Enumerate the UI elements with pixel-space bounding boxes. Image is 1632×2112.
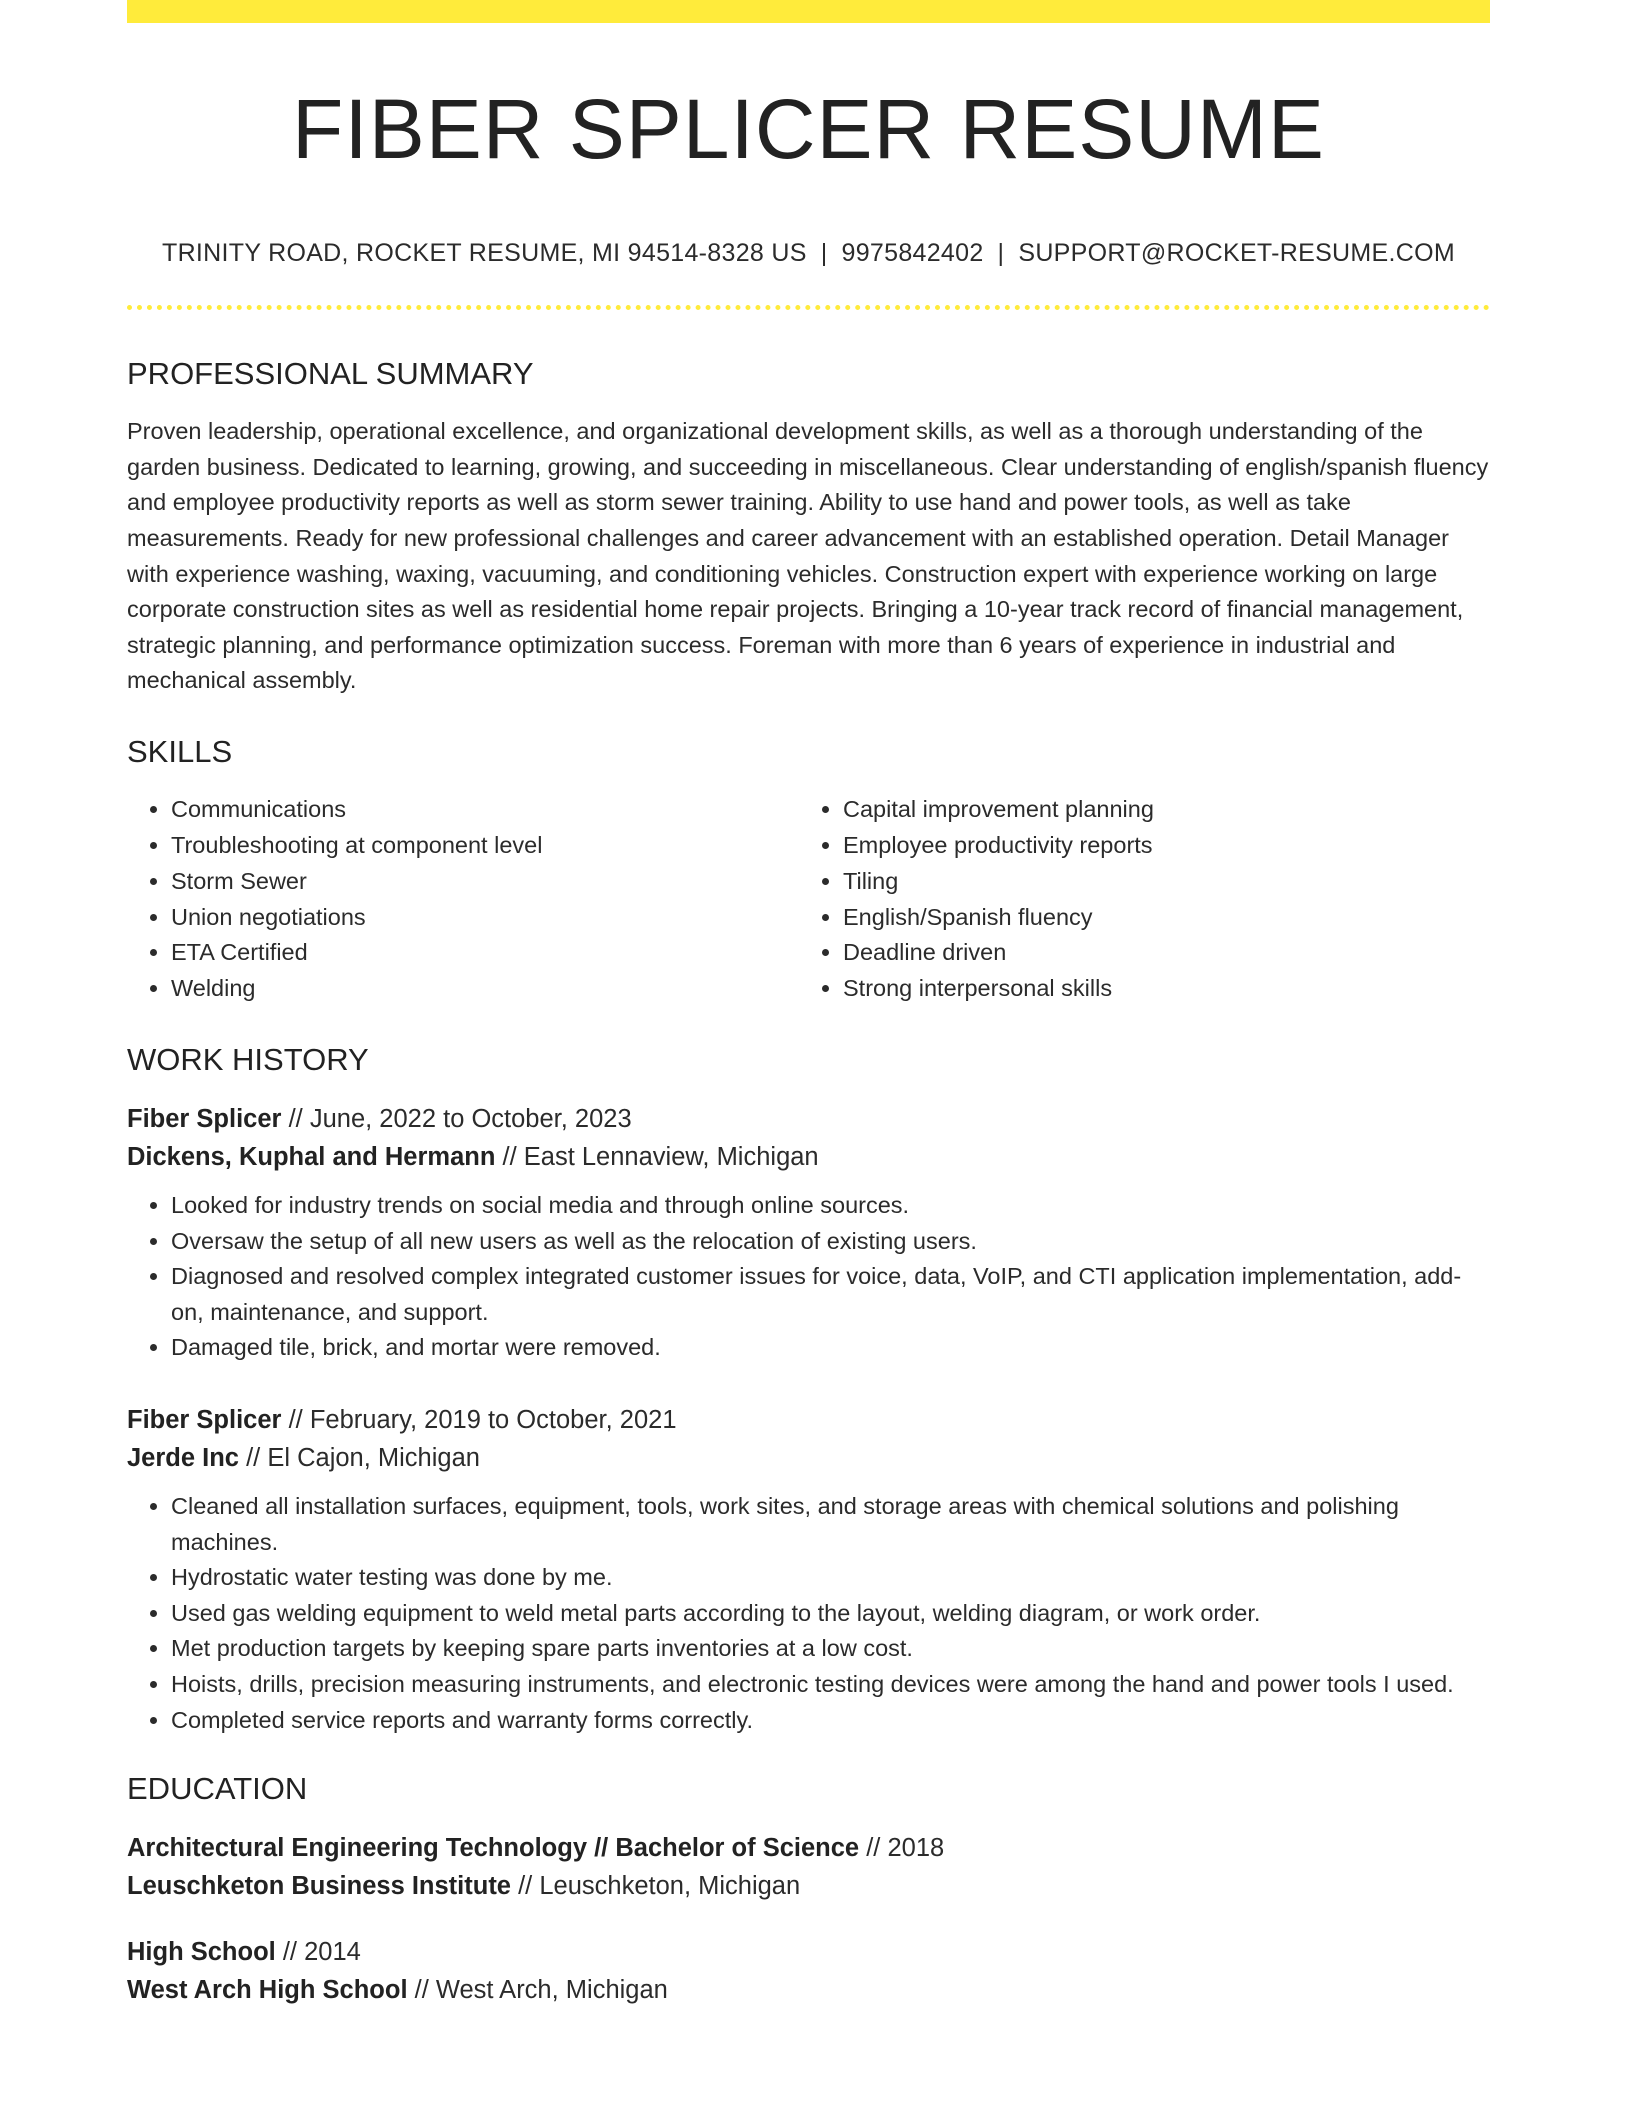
education-location: // Leuschketon, Michigan [518,1872,801,1901]
education-year: // 2018 [866,1834,945,1863]
job-company: Dickens, Kuphal and Hermann [127,1143,496,1172]
skills-column-left [127,792,799,1007]
job-bullet: • Hydrostatic water testing was done by me. [171,1560,1490,1596]
job-company: Jerde Inc [127,1444,239,1473]
job-bullet: • Diagnosed and resolved complex integrated customer issues for voice, data, VoIP, and CTI application implementation, add-on, maintenance, and support. [171,1259,1490,1330]
header-divider [127,305,1490,310]
skill-item: • Deadline driven [843,935,1471,971]
job-bullet: • Hoists, drills, precision measuring instruments, and electronic testing devices were among the hand and power tools I used. [171,1667,1490,1703]
job-entry [127,1100,1490,1366]
education-school-line [127,1867,1490,1905]
job-title-line [127,1100,1490,1138]
job-bullet: • Damaged tile, brick, and mortar were removed. [171,1330,1490,1366]
education-entry [127,1829,1490,1905]
summary-text: Proven leadership, operational excellence, and organizational development skills, as well as a thorough understanding of the garden business. Dedicated to learning, growing, and succeeding in miscellaneous. Clear understanding of english/spanish fluency and employee productivity reports as well as storm sewer training. Ability to use hand and power tools, as well as take measurements. Ready for new professional challenges and career advancement with an established operation. Detail Manager with experience washing, waxing, vacuuming, and conditioning vehicles. Construction expert with experience working on large corporate construction sites as well as residential home repair projects. Bringing a 10-year track record of financial management, strategic planning, and performance optimization success. Foreman with more than 6 years of experience in industrial and mechanical assembly. [127,418,1489,694]
education-location: // West Arch, Michigan [414,1976,668,2005]
job-dates: // February, 2019 to October, 2021 [288,1406,677,1435]
skill-item: • Capital improvement planning [843,792,1471,828]
skill-item: • Union negotiations [171,900,799,936]
job-dates: // June, 2022 to October, 2023 [288,1105,632,1134]
skill-item: • Welding [171,971,799,1007]
job-bullets [127,1489,1490,1738]
contact-email: SUPPORT@ROCKET-RESUME.COM [1018,239,1455,267]
job-title: Fiber Splicer [127,1105,282,1134]
job-bullet: • Used gas welding equipment to weld metal parts according to the layout, welding diagram, or work order. [171,1596,1490,1632]
top-accent-bar [127,0,1490,23]
job-bullet: • Met production targets by keeping spare parts inventories at a low cost. [171,1631,1490,1667]
skill-item: • Strong interpersonal skills [843,971,1471,1007]
skill-item: • English/Spanish fluency [843,900,1471,936]
contact-phone: 9975842402 [841,239,984,267]
education-degree: Architectural Engineering Technology // Bachelor of Science [127,1834,860,1863]
job-title: Fiber Splicer [127,1406,282,1435]
education-entry [127,1933,1490,2009]
education-degree-line [127,1829,1490,1867]
job-title-line [127,1401,1490,1439]
job-company-line [127,1439,1490,1477]
job-bullet: • Completed service reports and warranty forms correctly. [171,1703,1490,1739]
resume-title: FIBER SPLICER RESUME [292,82,1325,176]
education-year: // 2014 [282,1938,361,1967]
skills-column-right [799,792,1471,1007]
skill-item: • Employee productivity reports [843,828,1471,864]
education-school-line [127,1971,1490,2009]
contact-separator: | [997,239,1005,267]
job-location: // El Cajon, Michigan [246,1444,480,1473]
education-degree-line [127,1933,1490,1971]
contact-address: TRINITY ROAD, ROCKET RESUME, MI 94514-8328 US [162,239,807,267]
skills-heading: SKILLS [127,733,233,769]
job-entry [127,1401,1490,1738]
skill-item: • Tiling [843,864,1471,900]
skill-item: • Storm Sewer [171,864,799,900]
skill-item: • Communications [171,792,799,828]
education-degree: High School [127,1938,276,1967]
job-location: // East Lennaview, Michigan [502,1143,819,1172]
work-history-heading: WORK HISTORY [127,1041,369,1077]
job-bullet: • Looked for industry trends on social media and through online sources. [171,1188,1490,1224]
education-school: West Arch High School [127,1976,408,2005]
education-school: Leuschketon Business Institute [127,1872,511,1901]
skills-list [127,792,1490,1007]
skill-item: • Troubleshooting at component level [171,828,799,864]
skill-item: • ETA Certified [171,935,799,971]
job-bullet: • Cleaned all installation surfaces, equipment, tools, work sites, and storage areas with chemical solutions and polishing machines. [171,1489,1490,1560]
job-company-line [127,1138,1490,1176]
summary-heading: PROFESSIONAL SUMMARY [127,356,534,391]
resume-page [127,0,1490,2009]
contact-line [127,239,1490,268]
contact-separator: | [820,239,828,267]
education-heading: EDUCATION [127,1771,308,1807]
job-bullet: • Oversaw the setup of all new users as well as the relocation of existing users. [171,1224,1490,1260]
job-bullets [127,1188,1490,1366]
